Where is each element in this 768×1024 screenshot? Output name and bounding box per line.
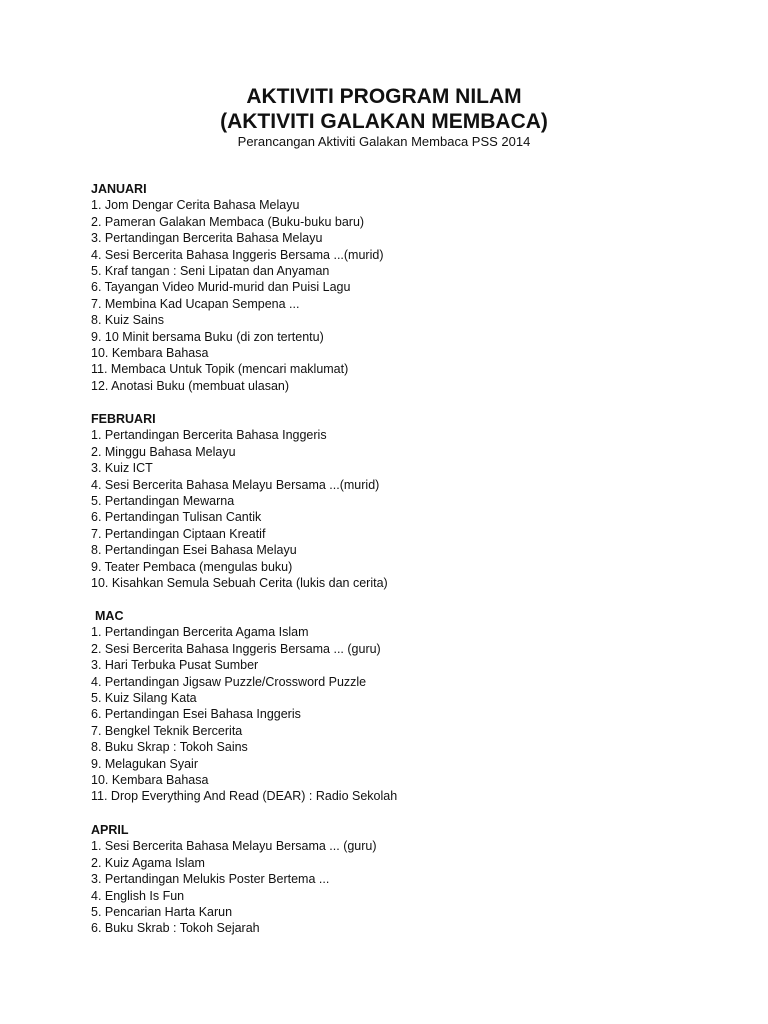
document-title-line-1: AKTIVITI PROGRAM NILAM — [246, 85, 522, 108]
list-item: 7. Bengkel Teknik Bercerita — [91, 723, 243, 738]
section-april — [91, 822, 691, 937]
section-heading: FEBRUARI — [91, 412, 156, 426]
list-item: 11. Membaca Untuk Topik (mencari maklumat) — [91, 362, 349, 377]
list-item: 5. Kuiz Silang Kata — [91, 690, 197, 705]
list-item: 11. Drop Everything And Read (DEAR) : Radio Sekolah — [91, 789, 398, 804]
section-januari — [91, 181, 691, 394]
section-heading: MAC — [95, 609, 124, 623]
list-item: 3. Pertandingan Melukis Poster Bertema ... — [91, 872, 330, 887]
list-item: 4. Pertandingan Jigsaw Puzzle/Crossword Puzzle — [91, 674, 367, 689]
list-item: 4. Sesi Bercerita Bahasa Melayu Bersama ...(murid) — [91, 477, 380, 492]
list-item: 3. Pertandingan Bercerita Bahasa Melayu — [91, 231, 323, 246]
section-heading: APRIL — [91, 823, 129, 837]
list-item: 10. Kisahkan Semula Sebuah Cerita (lukis dan cerita) — [91, 575, 388, 590]
list-item: 2. Pameran Galakan Membaca (Buku-buku baru) — [91, 214, 365, 229]
list-item: 3. Hari Terbuka Pusat Sumber — [91, 658, 259, 673]
list-item: 1. Sesi Bercerita Bahasa Melayu Bersama ... (guru) — [91, 839, 377, 854]
section-mac — [91, 608, 691, 805]
list-item: 4. English Is Fun — [91, 888, 185, 903]
list-item: 10. Kembara Bahasa — [91, 345, 209, 360]
list-item: 5. Pertandingan Mewarna — [91, 493, 235, 508]
document-title-line-2: (AKTIVITI GALAKAN MEMBACA) — [220, 110, 548, 133]
list-item: 2. Kuiz Agama Islam — [91, 855, 205, 870]
activity-list — [91, 427, 691, 591]
list-item: 12. Anotasi Buku (membuat ulasan) — [91, 378, 290, 393]
list-item: 10. Kembara Bahasa — [91, 772, 209, 787]
list-item: 6. Tayangan Video Murid-murid dan Puisi Lagu — [91, 280, 351, 295]
document-subtitle: Perancangan Aktiviti Galakan Membaca PSS 2014 — [237, 134, 531, 149]
list-item: 7. Membina Kad Ucapan Sempena ... — [91, 296, 300, 311]
list-item: 1. Pertandingan Bercerita Bahasa Inggeris — [91, 428, 327, 443]
list-item: 4. Sesi Bercerita Bahasa Inggeris Bersama ...(murid) — [91, 247, 384, 262]
list-item: 9. Melagukan Syair — [91, 756, 199, 771]
list-item: 8. Pertandingan Esei Bahasa Melayu — [91, 543, 297, 558]
list-item: 8. Buku Skrap : Tokoh Sains — [91, 740, 248, 755]
list-item: 5. Pencarian Harta Karun — [91, 904, 233, 919]
section-februari — [91, 411, 691, 591]
list-item: 9. 10 Minit bersama Buku (di zon tertentu) — [91, 329, 324, 344]
section-heading: JANUARI — [91, 182, 147, 196]
list-item: 2. Minggu Bahasa Melayu — [91, 444, 236, 459]
activity-list — [91, 197, 691, 394]
list-item: 6. Pertandingan Tulisan Cantik — [91, 510, 262, 525]
list-item: 7. Pertandingan Ciptaan Kreatif — [91, 526, 266, 541]
list-item: 1. Pertandingan Bercerita Agama Islam — [91, 625, 309, 640]
list-item: 8. Kuiz Sains — [91, 313, 164, 328]
list-item: 6. Pertandingan Esei Bahasa Inggeris — [91, 707, 301, 722]
list-item: 2. Sesi Bercerita Bahasa Inggeris Bersama ... (guru) — [91, 641, 381, 656]
list-item: 5. Kraf tangan : Seni Lipatan dan Anyaman — [91, 263, 330, 278]
list-item: 6. Buku Skrab : Tokoh Sejarah — [91, 921, 260, 936]
list-item: 3. Kuiz ICT — [91, 461, 153, 476]
list-item: 1. Jom Dengar Cerita Bahasa Melayu — [91, 198, 300, 213]
activity-list — [91, 624, 691, 804]
list-item: 9. Teater Pembaca (mengulas buku) — [91, 559, 293, 574]
activity-list — [91, 838, 691, 936]
